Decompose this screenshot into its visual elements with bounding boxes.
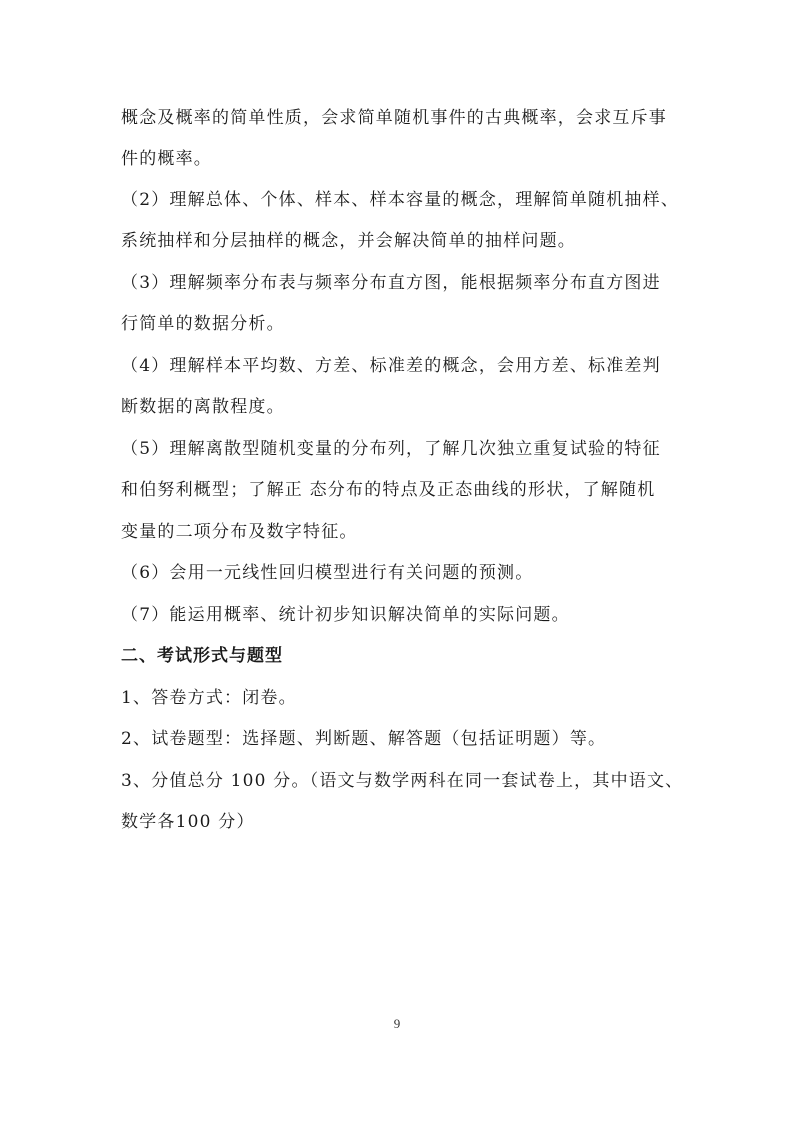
text-line: 系统抽样和分层抽样的概念，并会解决简单的抽样问题。: [121, 231, 576, 251]
text-line: 断数据的离散程度。: [121, 397, 285, 417]
page-number: 9: [393, 1016, 401, 1031]
text-line: 变量的二项分布及数字特征。: [121, 522, 358, 542]
text-line: 和伯努利概型；了解正 态分布的特点及正态曲线的形状，了解随机: [121, 480, 656, 500]
text-line: （2）理解总体、个体、样本、样本容量的概念，理解简单随机抽样、: [121, 190, 680, 210]
exam-item: 2、试卷题型：选择题、判断题、解答题（包括证明题）等。: [121, 729, 607, 749]
exam-item: 1、答卷方式：闭卷。: [121, 688, 297, 708]
text-line: （3）理解频率分布表与频率分布直方图，能根据频率分布直方图进: [121, 273, 661, 293]
text-line: 概念及概率的简单性质，会求简单随机事件的古典概率，会求互斥事: [121, 108, 667, 128]
text-line: 行简单的数据分析。: [121, 314, 285, 334]
text-line: （4）理解样本平均数、方差、标准差的概念，会用方差、标准差判: [121, 356, 661, 376]
section-heading: 二、考试形式与题型: [121, 646, 283, 666]
text-line: （7）能运用概率、统计初步知识解决简单的实际问题。: [121, 605, 570, 625]
exam-item: 3、分值总分 100 分。（语文与数学两科在同一套试卷上，其中语文、: [121, 771, 684, 791]
text-line: （5）理解离散型随机变量的分布列，了解几次独立重复试验的特征: [121, 439, 661, 459]
exam-item: 数学各100 分）: [121, 812, 255, 832]
text-line: （6）会用一元线性回归模型进行有关问题的预测。: [121, 563, 534, 583]
text-line: 件的概率。: [121, 149, 212, 169]
